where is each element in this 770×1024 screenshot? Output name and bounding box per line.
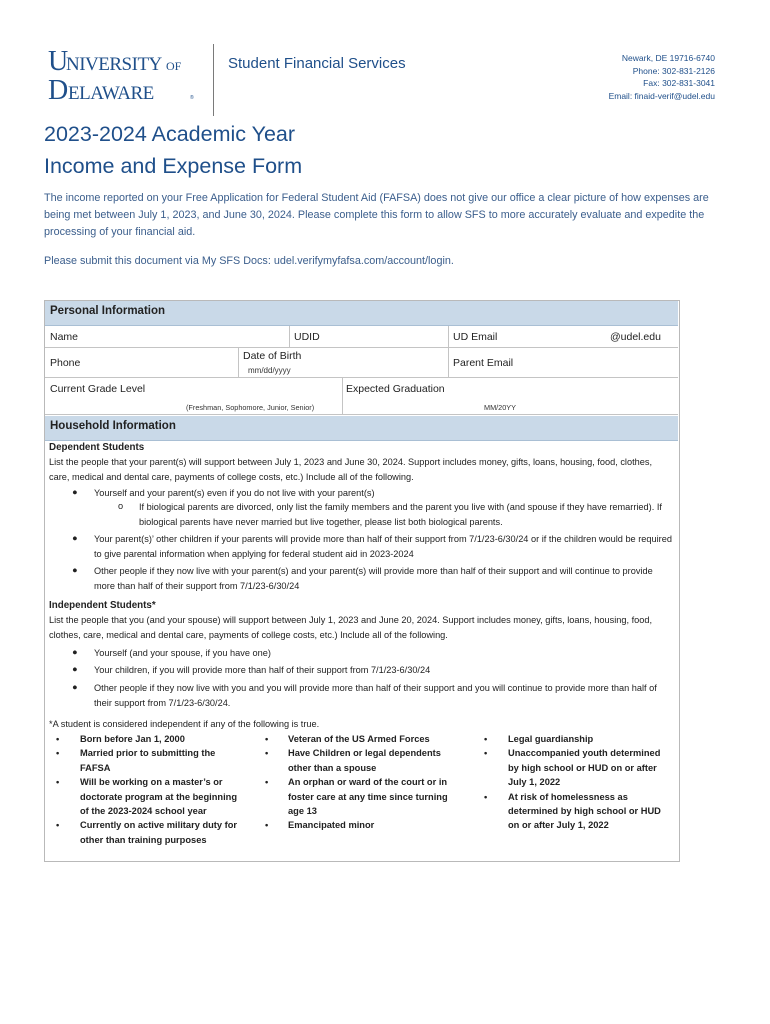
independent-text: List the people that you (and your spouse) will support between July 1, 2023 and June 20, 2024. Support includes money, gifts, loans, housing, food, clothes, care, medical and dental care, payments of college costs, etc.) Include all of the following. [49, 615, 653, 640]
graduation-label: Expected Graduation [346, 383, 445, 395]
criteria-column-2 [265, 732, 465, 833]
bullet-icon: ● [72, 487, 78, 497]
contact-phone: Phone: 302-831-2126 [632, 65, 715, 76]
divider [238, 347, 239, 377]
contact-block [609, 52, 715, 102]
bullet-icon: ● [72, 647, 78, 657]
bullet-icon: • [484, 791, 488, 802]
criteria-item: • Have Children or legal dependents other than a spouse [265, 748, 441, 773]
divider [342, 377, 343, 415]
dob-field[interactable] [310, 349, 444, 375]
dependent-text: List the people that your parent(s) will support between July 1, 2023 and June 30, 2024. Support includes money, gifts, loans, housing, food, clothes, care, medical and dental care, payments of college costs, etc.) Include all of the following. [49, 457, 653, 482]
bullet-icon: ● [72, 533, 78, 543]
svg-text:ELAWARE: ELAWARE [68, 83, 154, 102]
bullet-icon: • [484, 748, 488, 759]
row-divider [45, 377, 678, 378]
criteria-item: • Will be working on a master’s or doctorate program at the beginning of the 2023-2024 school year [56, 777, 238, 817]
udid-label: UDID [294, 331, 320, 343]
dependent-bullet-3: Other people if they now live with your parent(s) and your parent(s) will provide more than half of their support and will continue to provide more than half of their support from 7/1/23-6/30/24 [94, 566, 653, 591]
header-divider [213, 44, 214, 116]
dependent-bullet-2: Your parent(s)’ other children if your parents will provide more than half of their support from 7/1/23-6/30/24 or if the children would be required to give parental information when applying for federal student aid in 2023-2024 [94, 534, 672, 559]
name-field[interactable] [80, 327, 285, 347]
criteria-item: • Unaccompanied youth determined by high school or HUD on or after July 1, 2022 [484, 748, 661, 788]
svg-text:NIVERSITY: NIVERSITY [66, 54, 162, 75]
criteria-column-3 [484, 732, 674, 833]
parent-email-field[interactable] [522, 350, 676, 376]
row-divider [45, 347, 678, 348]
criteria-item: • Emancipated minor [265, 818, 458, 832]
bullet-icon: • [56, 777, 60, 788]
bullet-icon: • [56, 734, 60, 744]
phone-label: Phone [50, 357, 81, 369]
grade-level-hint: (Freshman, Sophomore, Junior, Senior) [186, 403, 315, 412]
bullet-icon: • [265, 777, 269, 788]
bullet-icon: • [265, 820, 269, 831]
independent-bullet-2: Your children, if you will provide more than half of their support from 7/1/23-6/30/24 [94, 665, 431, 675]
grade-level-label: Current Grade Level [50, 383, 146, 395]
contact-email[interactable]: Email: finaid-verif@udel.edu [608, 90, 715, 101]
dependent-heading: Dependent Students [49, 442, 145, 453]
personal-info-header [45, 301, 678, 326]
independent-bullet-1: Yourself (and your spouse, if you have one) [94, 648, 271, 658]
university-logo [48, 44, 208, 102]
criteria-column-1 [56, 732, 256, 847]
criteria-item: • An orphan or ward of the court or in foster care at any time since turning age 13 [265, 777, 448, 817]
criteria-item: • Currently on active military duty for other than training purposes [56, 820, 238, 845]
criteria-item: • At risk of homelessness as determined by high school or HUD on or after July 1, 2022 [484, 791, 661, 831]
criteria-item: • Veteran of the US Armed Forces [265, 732, 463, 746]
household-info-header [45, 416, 678, 441]
divider [448, 326, 449, 347]
svg-text:D: D [48, 75, 69, 102]
bullet-icon: ● [72, 682, 78, 692]
udid-field[interactable] [322, 327, 444, 347]
ud-email-field[interactable] [502, 327, 607, 347]
title-line-1: 2023-2024 Academic Year [44, 122, 296, 146]
ud-email-label: UD Email [453, 331, 498, 343]
criteria-item: • Born before Jan 1, 2000 [56, 732, 256, 746]
household-info-title: Household Information [50, 420, 176, 432]
contact-fax: Fax: 302-831-3041 [643, 78, 715, 88]
submit-instruction[interactable]: Please submit this document via My SFS Docs: udel.verifymyfafsa.com/account/login. [44, 255, 454, 267]
criteria-item: • Married prior to submitting the FAFSA [56, 748, 216, 773]
bullet-icon: • [56, 820, 60, 831]
personal-info-title: Personal Information [50, 305, 166, 317]
title-line-2: Income and Expense Form [44, 154, 303, 178]
intro-paragraph: The income reported on your Free Application for Federal Student Aid (FAFSA) does not give our office a clear picture of how expenses are being met between July 1, 2023, and June 30, 2024. Please complete this form to allow SFS to more accurately evaluate and expedite the processing of your financial aid. [44, 192, 709, 238]
phone-field[interactable] [84, 350, 234, 376]
graduation-hint: MM/20YY [484, 403, 517, 412]
dob-hint: mm/dd/yyyy [248, 366, 291, 375]
dependent-bullet-1: Yourself and your parent(s) even if you do not live with your parent(s) [94, 488, 375, 498]
department-name: Student Financial Services [228, 55, 406, 72]
sub-bullet-icon: o [118, 501, 124, 511]
divider [289, 326, 290, 347]
name-label: Name [50, 331, 79, 343]
bullet-icon: • [265, 748, 269, 759]
divider [448, 347, 449, 377]
bullet-icon: • [56, 748, 60, 759]
bullet-icon: • [265, 734, 269, 744]
contact-address: Newark, DE 19716-6740 [621, 53, 715, 63]
dependent-sub-bullet: If biological parents are divorced, only list the family members and the parent you live with (and spouse if they have remarried). If biological parents have never married but live together, please list both biological parents. [139, 502, 662, 527]
independent-bullet-3: Other people if they now live with you and you will provide more than half of their support and you will continue to provide more than half of their support from 7/1/23-6/30/24. [94, 683, 657, 708]
svg-text:U: U [48, 46, 69, 77]
independent-heading: Independent Students* [49, 600, 156, 611]
ud-email-suffix: @udel.edu [610, 331, 661, 343]
parent-email-label: Parent Email [453, 357, 514, 369]
graduation-field[interactable] [458, 379, 676, 401]
bullet-icon: ● [72, 565, 78, 575]
criteria-item: • Legal guardianship [484, 732, 668, 746]
dob-label: Date of Birth [243, 350, 302, 362]
page-title [44, 118, 302, 182]
svg-text:OF: OF [166, 59, 182, 73]
bullet-icon: • [484, 734, 488, 744]
independence-footnote: *A student is considered independent if any of the following is true. [49, 719, 320, 729]
grade-level-field[interactable] [155, 379, 338, 401]
row-divider [45, 414, 678, 415]
svg-text:®: ® [190, 95, 194, 101]
bullet-icon: ● [72, 664, 78, 674]
